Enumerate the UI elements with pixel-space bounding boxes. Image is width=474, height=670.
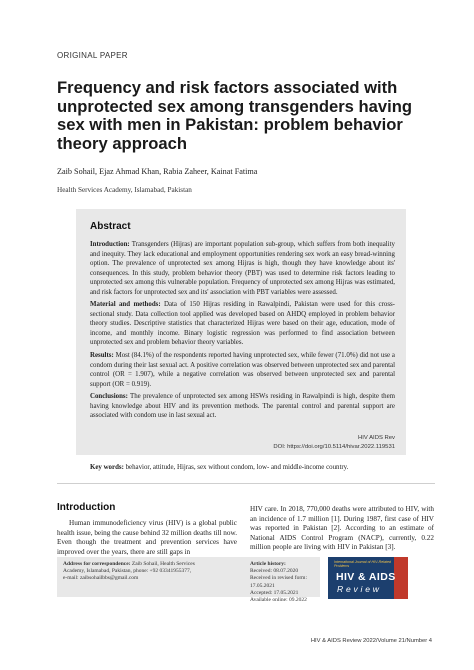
history-accepted: Accepted: 17.05.2021	[250, 589, 299, 596]
abstract-intro-label: Introduction:	[90, 241, 130, 248]
keywords	[90, 464, 410, 471]
introduction-right-column: HIV care. In 2018, 770,000 deaths were attributed to HIV, with an incidence of 1.7 million [1]. During 1987, first case of HIV was reported in Pakistan [2]. According to an estimate of National AIDS Control Program (NACP), currently, 0.22 million people are living with HIV in Pakistan [3].	[250, 505, 434, 552]
abstract-body	[90, 240, 395, 424]
correspondence-name: Zaib Sohail, Health Services	[131, 561, 195, 567]
introduction-heading: Introduction	[57, 502, 116, 513]
journal-abbrev: HIV AIDS Rev	[358, 435, 395, 441]
abstract-methods	[90, 300, 395, 348]
history-online: Available online: 09.2022	[250, 597, 307, 604]
abstract-methods-label: Material and methods:	[90, 301, 161, 309]
introduction-left-column: Human immunodeficiency virus (HIV) is a global public health issue, being the cause behind 32 million deaths till now. Even though the treatment and prevention services have improved over the years, there are still gaps in	[57, 519, 237, 556]
history-revised: Received in revised form: 17.05.2021	[250, 575, 307, 589]
logo-title: HIV & AIDS	[336, 571, 396, 583]
history-label: Article history:	[250, 561, 286, 567]
section-divider	[57, 483, 435, 484]
page-footer: HIV & AIDS Review 2022/Volume 21/Number 4	[310, 638, 432, 644]
correspondence-line2: Academy, Islamabad, Pakistan, phone: +92 03341955377,	[63, 568, 192, 575]
article-title: Frequency and risk factors associated with unprotected sex among transgenders having sex with men in Pakistan: problem behavior theory approach	[57, 78, 412, 153]
history-received: Received: 08.07.2020	[250, 568, 299, 575]
abstract-conclusions-label: Conclusions:	[90, 393, 128, 401]
abstract-introduction	[90, 240, 395, 297]
abstract-results	[90, 351, 395, 389]
abstract-conclusions-text: The prevalence of unprotected sex among HSWs residing in Rawalpindi is high, despite them having knowledge about HIV and its prevention methods. The parental control and parental support are associated with condom use in last sexual act.	[90, 393, 395, 420]
abstract-results-text: Most (84.1%) of the respondents reported having unprotected sex, while fewer (71.0%) did not use a condom during their last sexual act. A positive correlation was observed between unprotected sex and parental control (OR = 1.907), while a negative correlation was observed between unprotected sex and parental support (OR = 0.919).	[90, 352, 395, 388]
correspondence-address	[63, 561, 243, 583]
journal-logo	[328, 557, 408, 599]
abstract-intro-text: Transgenders (Hijras) are important population sub-group, which suffers from both inequality and inequity. They lack educational and employment opportunities rendering sex work an easy bread-winning option. The prevalence of unprotected sex among Hijras is high, though they have knowledge about its' consequences. In this study, problem behavior theory (PBT) was used to determine risk factors leading to unprotected sex among this vulnerable population. Frequency of unprotected sex among Hijras was estimated, and risk factors for unprotected sex and its' association with PBT variables were assessed.	[90, 241, 395, 296]
authors: Zaib Sohail, Ejaz Ahmad Khan, Rabia Zaheer, Kainat Fatima	[57, 167, 258, 176]
abstract-results-label: Results:	[90, 352, 114, 360]
keywords-text: behavior, attitude, Hijras, sex without condom, low- and middle-income country.	[125, 464, 349, 471]
abstract-methods-text: Data of 150 Hijras residing in Rawalpindi, Pakistan were used for this cross-sectional study. Data collection tool applied was developed based on AHDQ employed in problem behavior theory studies. Descriptive statistics that characterized Hijras were based on their age, education, mode of income, and monthly income. Binary logistic regression was performed to find association between unprotected sex and problem behavior theory variables.	[90, 301, 395, 347]
logo-subtitle: Review	[337, 584, 382, 594]
affiliation: Health Services Academy, Islamabad, Pakistan	[57, 186, 192, 194]
correspondence-email[interactable]: e-mail: zaibsohailbbs@gmail.com	[63, 575, 139, 582]
logo-tagline: International Journal of HIV-Related Problems	[334, 560, 391, 569]
abstract-heading: Abstract	[90, 221, 131, 232]
keywords-label: Key words:	[90, 464, 124, 471]
correspondence-label: Address for correspondence:	[63, 561, 131, 567]
doi-link[interactable]: DOI: https://doi.org/10.5114/hivar.2022.119531	[273, 443, 395, 450]
abstract-conclusions	[90, 392, 395, 421]
paper-type: ORIGINAL PAPER	[57, 51, 128, 60]
article-history	[250, 561, 325, 604]
doi-block	[90, 434, 395, 451]
